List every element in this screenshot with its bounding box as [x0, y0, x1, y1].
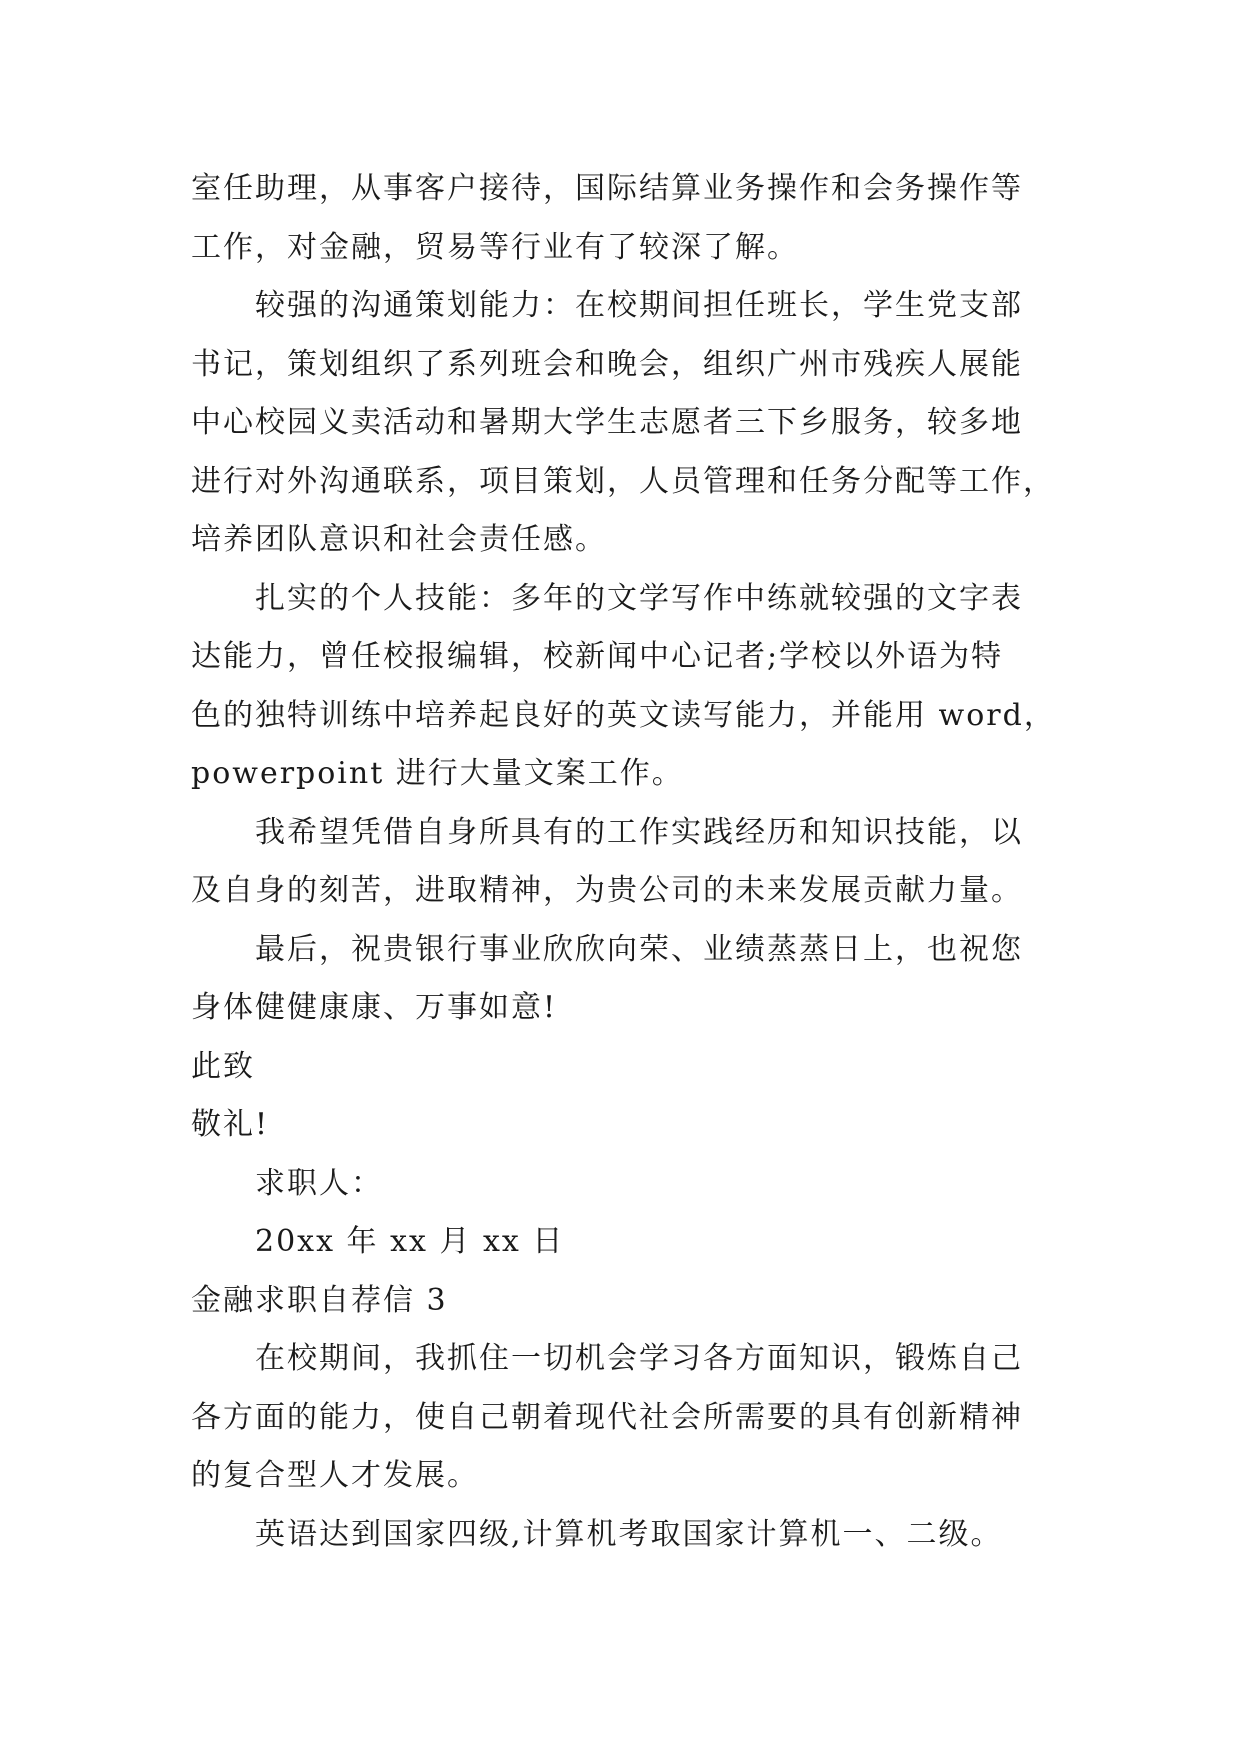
- text-line: 各方面的能力，使自己朝着现代社会所需要的具有创新精神: [191, 1399, 1023, 1435]
- text-line: 中心校园义卖活动和暑期大学生志愿者三下乡服务，较多地: [191, 405, 1023, 440]
- text-line: 达能力，曾任校报编辑，校新闻中心记者;学校以外语为特: [191, 639, 1004, 674]
- text-line: powerpoint 进行大量文案工作。: [191, 756, 684, 791]
- text-line: 在校期间，我抓住一切机会学习各方面知识，锻炼自己: [255, 1341, 1023, 1376]
- text-line: 室任助理，从事客户接待，国际结算业务操作和会务操作等: [191, 171, 1023, 206]
- text-line: 英语达到国家四级,计算机考取国家计算机一、二级。: [255, 1516, 1003, 1552]
- closing-line: 此致: [191, 1048, 255, 1084]
- closing-line: 敬礼!: [191, 1107, 270, 1142]
- text-line: 工作，对金融，贸易等行业有了较深了解。: [191, 229, 799, 265]
- section-title: 金融求职自荐信 3: [191, 1282, 448, 1318]
- text-line: 培养团队意识和社会责任感。: [191, 522, 607, 557]
- text-line: 的复合型人才发展。: [191, 1458, 479, 1493]
- date-line: 20xx 年 xx 月 xx 日: [255, 1224, 565, 1259]
- text-line: 身体健健康康、万事如意!: [191, 990, 558, 1025]
- text-line: 扎实的个人技能：多年的文学写作中练就较强的文字表: [255, 580, 1023, 616]
- text-line: 最后，祝贵银行事业欣欣向荣、业绩蒸蒸日上，也祝您: [255, 931, 1023, 967]
- letter-body: [191, 160, 1061, 1564]
- text-line: 书记，策划组织了系列班会和晚会，组织广州市残疾人展能: [191, 346, 1023, 382]
- text-line: 进行对外沟通联系，项目策划，人员管理和任务分配等工作，: [191, 463, 1055, 499]
- text-line: 色的独特训练中培养起良好的英文读写能力，并能用 word，: [191, 697, 1056, 733]
- text-line: 我希望凭借自身所具有的工作实践经历和知识技能，以: [255, 814, 1023, 850]
- text-line: 及自身的刻苦，进取精神，为贵公司的未来发展贡献力量。: [191, 873, 1023, 908]
- signature-line: 求职人：: [255, 1165, 383, 1201]
- text-line: 较强的沟通策划能力：在校期间担任班长，学生党支部: [255, 288, 1023, 323]
